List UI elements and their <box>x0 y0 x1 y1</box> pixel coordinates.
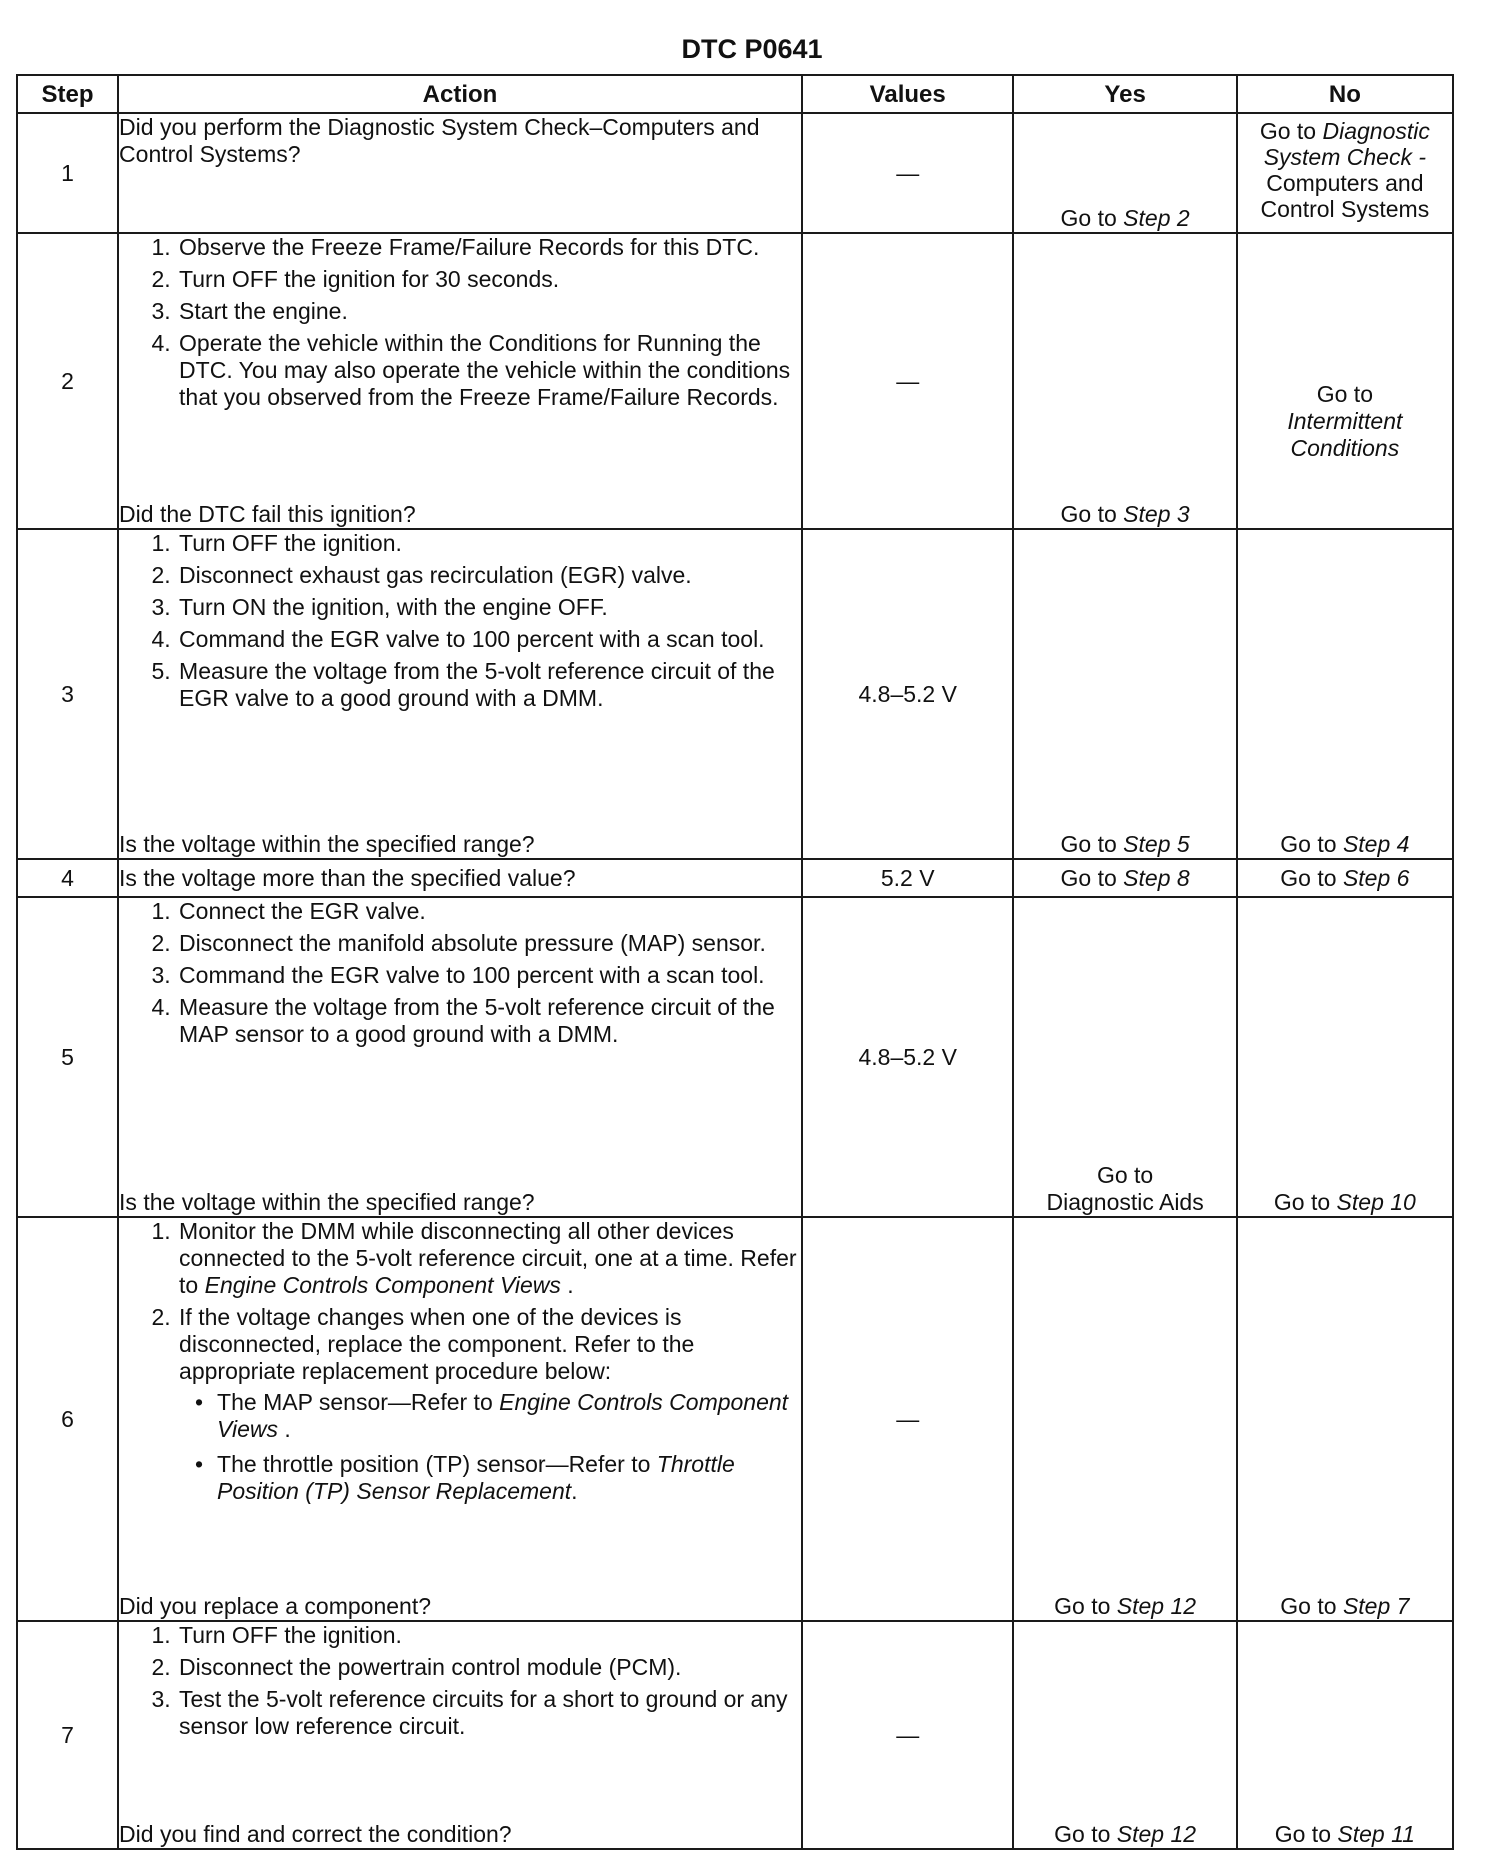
action-cell <box>118 233 802 529</box>
action-step: 1. Observe the Freeze Frame/Failure Records for this DTC. <box>177 234 801 261</box>
value-cell: — <box>802 1217 1014 1621</box>
step-number: 3 <box>17 529 118 859</box>
header-step: Step <box>17 75 118 113</box>
bullet-text: The MAP sensor—Refer to <box>217 1389 493 1415</box>
action-steps <box>119 234 801 416</box>
no-link[interactable] <box>1237 113 1453 233</box>
table-row <box>17 859 1453 897</box>
yes-link[interactable] <box>1013 233 1236 529</box>
no-link-prefix: Go to <box>1274 1821 1331 1847</box>
yes-link[interactable] <box>1013 859 1236 897</box>
no-link-ref: Step 10 <box>1336 1189 1416 1215</box>
action-step-text: Monitor the DMM while disconnecting all other devices connected to the 5-volt reference circuit, one at a time. Refer to <box>179 1218 797 1298</box>
action-question: Is the voltage within the specified range? <box>119 831 535 857</box>
yes-link-prefix: Go to <box>1096 1162 1154 1188</box>
value-cell: — <box>802 113 1014 233</box>
yes-link-ref: Step 2 <box>1123 205 1190 231</box>
page-title: DTC P0641 <box>681 34 823 64</box>
no-link-prefix: Go to <box>1280 831 1337 857</box>
action-step <box>177 1304 801 1505</box>
action-step: 4. Operate the vehicle within the Conditions for Running the DTC. You may also operate the vehicle within the conditions that you observed from the Freeze Frame/Failure Records. <box>177 330 801 411</box>
action-step: 3. Start the engine. <box>177 298 801 325</box>
action-cell <box>118 1217 802 1621</box>
action-step: 1. Connect the EGR valve. <box>177 898 801 925</box>
yes-link-prefix: Go to <box>1054 1593 1111 1619</box>
no-link[interactable] <box>1237 1621 1453 1849</box>
action-step: 2. Turn OFF the ignition for 30 seconds. <box>177 266 801 293</box>
action-step: 1. Monitor the DMM while disconnecting all other devices connected to the 5-volt reference circuit, one at a time. Refer to Engine Controls Component Views . <box>177 1218 801 1299</box>
table-row <box>17 1621 1453 1849</box>
no-link-ref-extra: Computers and Control Systems <box>1260 170 1430 222</box>
action-step: 2. Disconnect exhaust gas recirculation (EGR) valve. <box>177 562 801 589</box>
action-steps <box>119 1218 801 1513</box>
step-number: 2 <box>17 233 118 529</box>
action-step: 5. Measure the voltage from the 5-volt reference circuit of the EGR valve to a good ground with a DMM. <box>177 658 801 712</box>
table-row <box>17 1217 1453 1621</box>
action-question: Did you perform the Diagnostic System Check–Computers and Control Systems? <box>119 114 760 167</box>
yes-link-ref: Step 3 <box>1123 501 1190 527</box>
value-cell: — <box>802 1621 1014 1849</box>
action-step: 3. Turn ON the ignition, with the engine OFF. <box>177 594 801 621</box>
yes-link[interactable] <box>1013 113 1236 233</box>
yes-link[interactable] <box>1013 1217 1236 1621</box>
no-link-ref: Step 7 <box>1342 1593 1410 1619</box>
no-link-prefix: Go to <box>1259 118 1317 144</box>
step-number: 7 <box>17 1621 118 1849</box>
action-step: 3. Command the EGR valve to 100 percent with a scan tool. <box>177 962 801 989</box>
table-row <box>17 897 1453 1217</box>
no-link[interactable] <box>1237 1217 1453 1621</box>
no-link[interactable] <box>1237 859 1453 897</box>
header-yes: Yes <box>1013 75 1236 113</box>
no-link[interactable] <box>1237 233 1453 529</box>
yes-link[interactable] <box>1013 1621 1236 1849</box>
action-cell <box>118 113 802 233</box>
step-number: 5 <box>17 897 118 1217</box>
action-question: Is the voltage within the specified range? <box>119 1189 535 1215</box>
no-link-prefix: Go to <box>1273 1189 1331 1215</box>
no-link-ref: Step 4 <box>1342 831 1410 857</box>
yes-link-prefix: Go to <box>1060 831 1117 857</box>
value-cell: 4.8–5.2 V <box>802 529 1014 859</box>
action-step: 3. Test the 5-volt reference circuits for a short to ground or any sensor low reference circuit. <box>177 1686 801 1740</box>
action-step: 2. Disconnect the manifold absolute pressure (MAP) sensor. <box>177 930 801 957</box>
diagnostic-table <box>16 74 1454 1850</box>
list-item: • The MAP sensor—Refer to Engine Controls Component Views . <box>215 1389 801 1443</box>
yes-link-ref: Diagnostic Aids <box>1046 1189 1204 1215</box>
header-values: Values <box>802 75 1014 113</box>
yes-link[interactable] <box>1013 529 1236 859</box>
action-question: Did the DTC fail this ignition? <box>119 501 416 527</box>
list-item: • The throttle position (TP) sensor—Refer to Throttle Position (TP) Sensor Replacement. <box>215 1451 801 1505</box>
no-link-ref: Diagnostic System Check - <box>1263 118 1430 170</box>
action-cell <box>118 897 802 1217</box>
table-header-row <box>17 75 1453 113</box>
no-link-prefix: Go to <box>1280 1593 1337 1619</box>
action-step: 4. Command the EGR valve to 100 percent with a scan tool. <box>177 626 801 653</box>
no-link-prefix: Go to <box>1316 380 1373 407</box>
no-link[interactable] <box>1237 529 1453 859</box>
action-cell <box>118 859 802 897</box>
yes-link-ref: Step 12 <box>1116 1821 1197 1847</box>
action-step-text: If the voltage changes when one of the devices is disconnected, replace the component. Refer to the appropriate replacement procedure below: <box>179 1304 695 1384</box>
yes-link-prefix: Go to <box>1060 205 1117 231</box>
action-steps <box>119 898 801 1053</box>
table-row <box>17 529 1453 859</box>
no-link[interactable] <box>1237 897 1453 1217</box>
table-row <box>17 233 1453 529</box>
no-link-ref: Step 11 <box>1337 1821 1415 1847</box>
table-row <box>17 113 1453 233</box>
component-views-ref[interactable]: Engine Controls Component Views <box>204 1272 561 1298</box>
no-link-ref: Step 6 <box>1342 864 1410 891</box>
yes-link-prefix: Go to <box>1060 864 1117 891</box>
step-number: 6 <box>17 1217 118 1621</box>
yes-link[interactable] <box>1013 897 1236 1217</box>
replacement-list <box>179 1389 801 1505</box>
action-cell <box>118 1621 802 1849</box>
no-link-ref: Intermittent Conditions <box>1287 407 1403 461</box>
action-step: 2. Disconnect the powertrain control module (PCM). <box>177 1654 801 1681</box>
action-step: 1. Turn OFF the ignition. <box>177 1622 801 1649</box>
yes-link-prefix: Go to <box>1060 501 1117 527</box>
no-link-prefix: Go to <box>1280 864 1337 891</box>
action-cell <box>118 529 802 859</box>
value-cell: 4.8–5.2 V <box>802 897 1014 1217</box>
component-views-ref[interactable]: Engine Controls Component Views <box>217 1389 789 1442</box>
value-cell: — <box>802 233 1014 529</box>
yes-link-ref: Step 8 <box>1123 864 1190 891</box>
header-no: No <box>1237 75 1453 113</box>
action-step: 1. Turn OFF the ignition. <box>177 530 801 557</box>
action-step: 4. Measure the voltage from the 5-volt reference circuit of the MAP sensor to a good ground with a DMM. <box>177 994 801 1048</box>
yes-link-prefix: Go to <box>1054 1821 1111 1847</box>
tp-sensor-replacement-ref[interactable]: Throttle Position (TP) Sensor Replacement <box>217 1451 735 1504</box>
action-question: Did you replace a component? <box>119 1593 432 1619</box>
action-question: Did you find and correct the condition? <box>119 1821 512 1847</box>
yes-link-ref: Step 5 <box>1123 831 1190 857</box>
step-number: 4 <box>17 859 118 897</box>
action-steps <box>119 530 801 717</box>
yes-link-ref: Step 12 <box>1116 1593 1197 1619</box>
value-cell: 5.2 V <box>802 859 1014 897</box>
step-number: 1 <box>17 113 118 233</box>
header-action: Action <box>118 75 802 113</box>
bullet-text: The throttle position (TP) sensor—Refer to <box>217 1451 651 1477</box>
action-steps <box>119 1622 801 1745</box>
action-question: Is the voltage more than the specified value? <box>119 864 576 891</box>
